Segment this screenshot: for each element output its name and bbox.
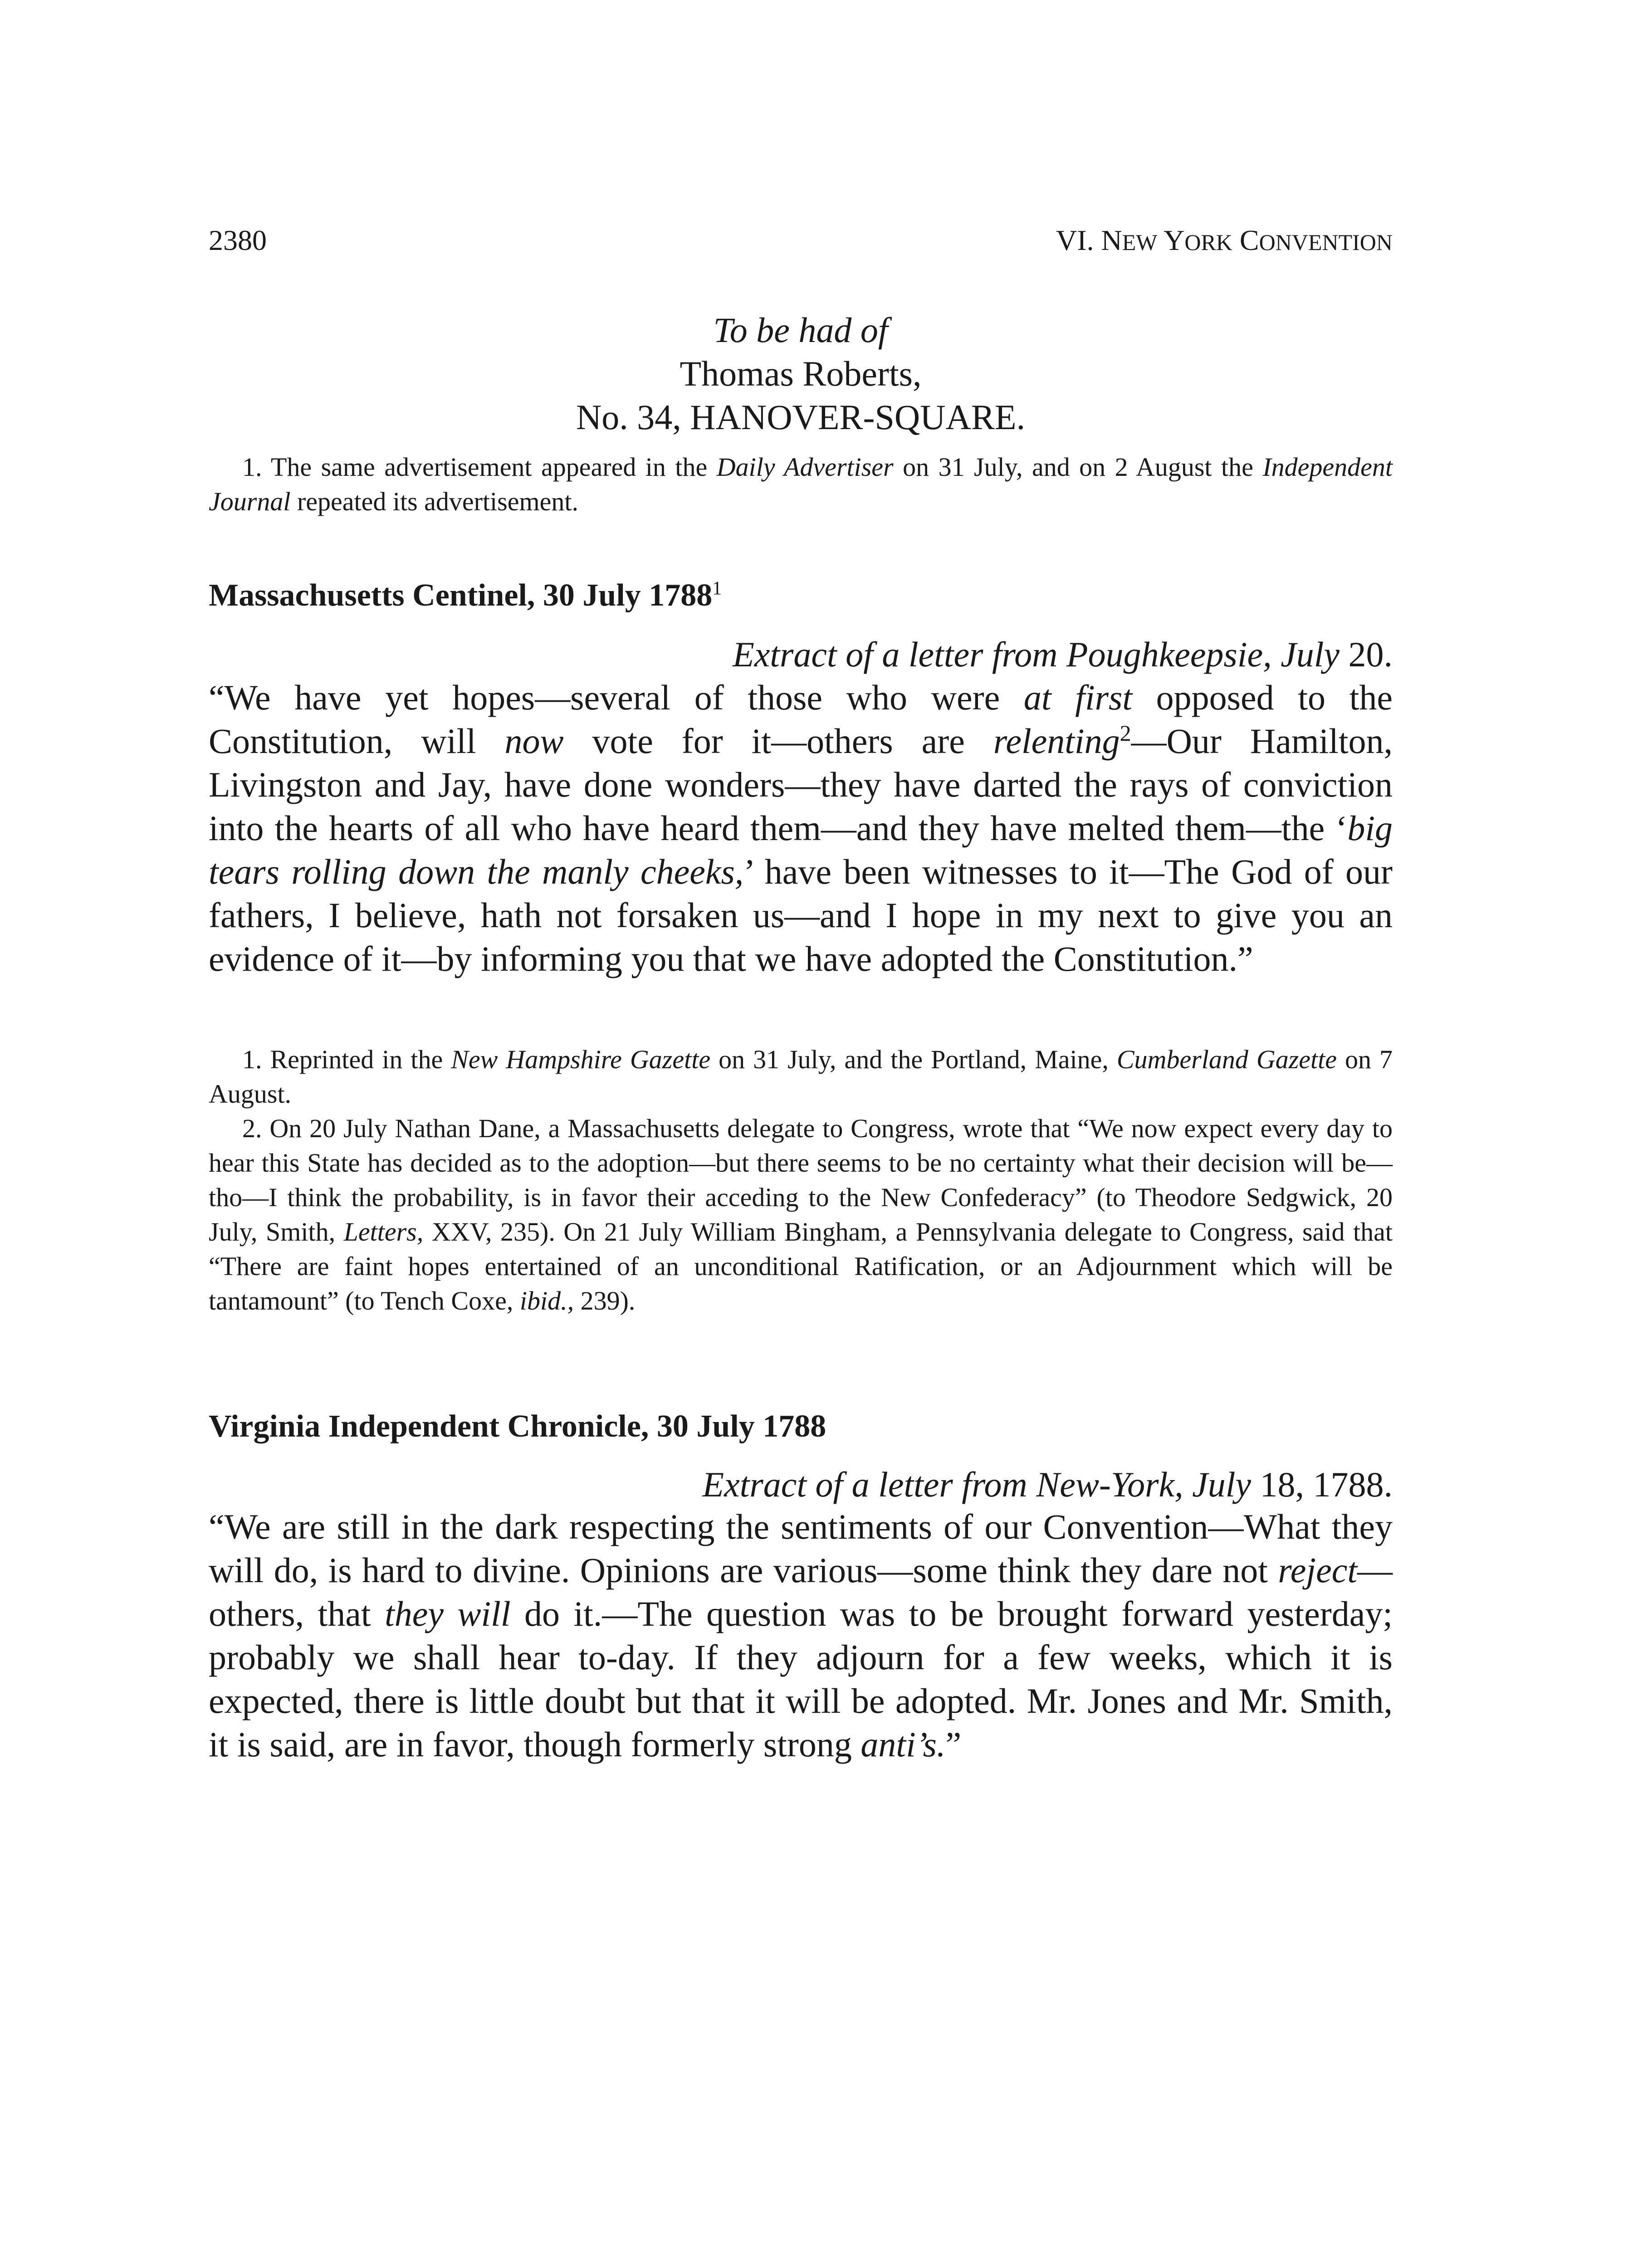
section-heading-virginia: Virginia Independent Chronicle, 30 July 1788 xyxy=(209,1409,826,1444)
footnote-ref: 2 xyxy=(1120,720,1131,746)
paragraph: “We are still in the dark respecting the sentiments of our Convention—What they will do, is hard to divine. Opinions are various—some think they dare not reject—others, that they will do it.—The question was to be brought forward yesterday; probably we shall hear to-day. If they adjourn for a few weeks, which it is expected, there is little doubt but that it will be adopted. Mr. Jones and Mr. Smith, it is said, are in favor, though formerly strong anti’s.” xyxy=(209,1507,1393,1764)
section-title: VI. NEW YORK CONVENTION xyxy=(1056,224,1393,256)
section-heading-massachusetts: Massachusetts Centinel, 30 July 1788$^1$ xyxy=(209,578,722,613)
dateline: Extract of a letter from New-York, July 18, 1788. xyxy=(702,1465,1393,1504)
footnotes-massachusetts xyxy=(209,1042,1393,1318)
footnote: 1. Reprinted in the New Hampshire Gazette on 31 July, and the Portland, Maine, Cumberland Gazette on 7 August. xyxy=(209,1045,1393,1109)
running-head xyxy=(209,222,1393,259)
footnotes-advertisement xyxy=(209,450,1393,519)
page-number: 2380 xyxy=(209,224,267,256)
footnote-ref: 1 xyxy=(712,578,722,599)
footnote: 1. The same advertisement appeared in the Daily Advertiser on 31 July, and on 2 August the Independent Journal repeated its advertisement. xyxy=(209,452,1393,516)
advertisement-block xyxy=(209,308,1393,439)
advertisement-line: To be had of xyxy=(713,310,888,350)
footnote: 2. On 20 July Nathan Dane, a Massachusetts delegate to Congress, wrote that “We now expect every day to hear this State has decided as to the adoption—but there seems to be no certainty what their decision will be—tho—I think the probability, is in favor their acceding to the New Confederacy” (to Theodore Sedgwick, 20 July, Smith, Letters, XXV, 235). On 21 July William Bingham, a Pennsylvania delegate to Congress, said that “There are faint hopes entertained of an unconditional Ratification, or an Adjournment which will be tantamount” (to Tench Coxe, ibid., 239). xyxy=(209,1114,1393,1315)
advertisement-line: Thomas Roberts, xyxy=(680,354,922,393)
advertisement-line: No. 34, HANOVER-SQUARE. xyxy=(576,397,1026,437)
paragraph: “We have yet hopes—several of those who were at first opposed to the Constitution, will now vote for it—others are relenting$^2$—Our Hamilton, Livingston and Jay, have done wonders—they have darted the rays of conviction into the hearts of all who have heard them—and they have melted them—the ‘big tears rolling down the manly cheeks,’ have been witnesses to it—The God of our fathers, I believe, hath not forsaken us—and I hope in my next to give you an evidence of it—by informing you that we have adopted the Constitution.” xyxy=(209,678,1393,978)
letter-body xyxy=(209,676,1393,981)
dateline: Extract of a letter from Poughkeepsie, July 20. xyxy=(733,635,1393,674)
letter-body xyxy=(209,1505,1393,1766)
